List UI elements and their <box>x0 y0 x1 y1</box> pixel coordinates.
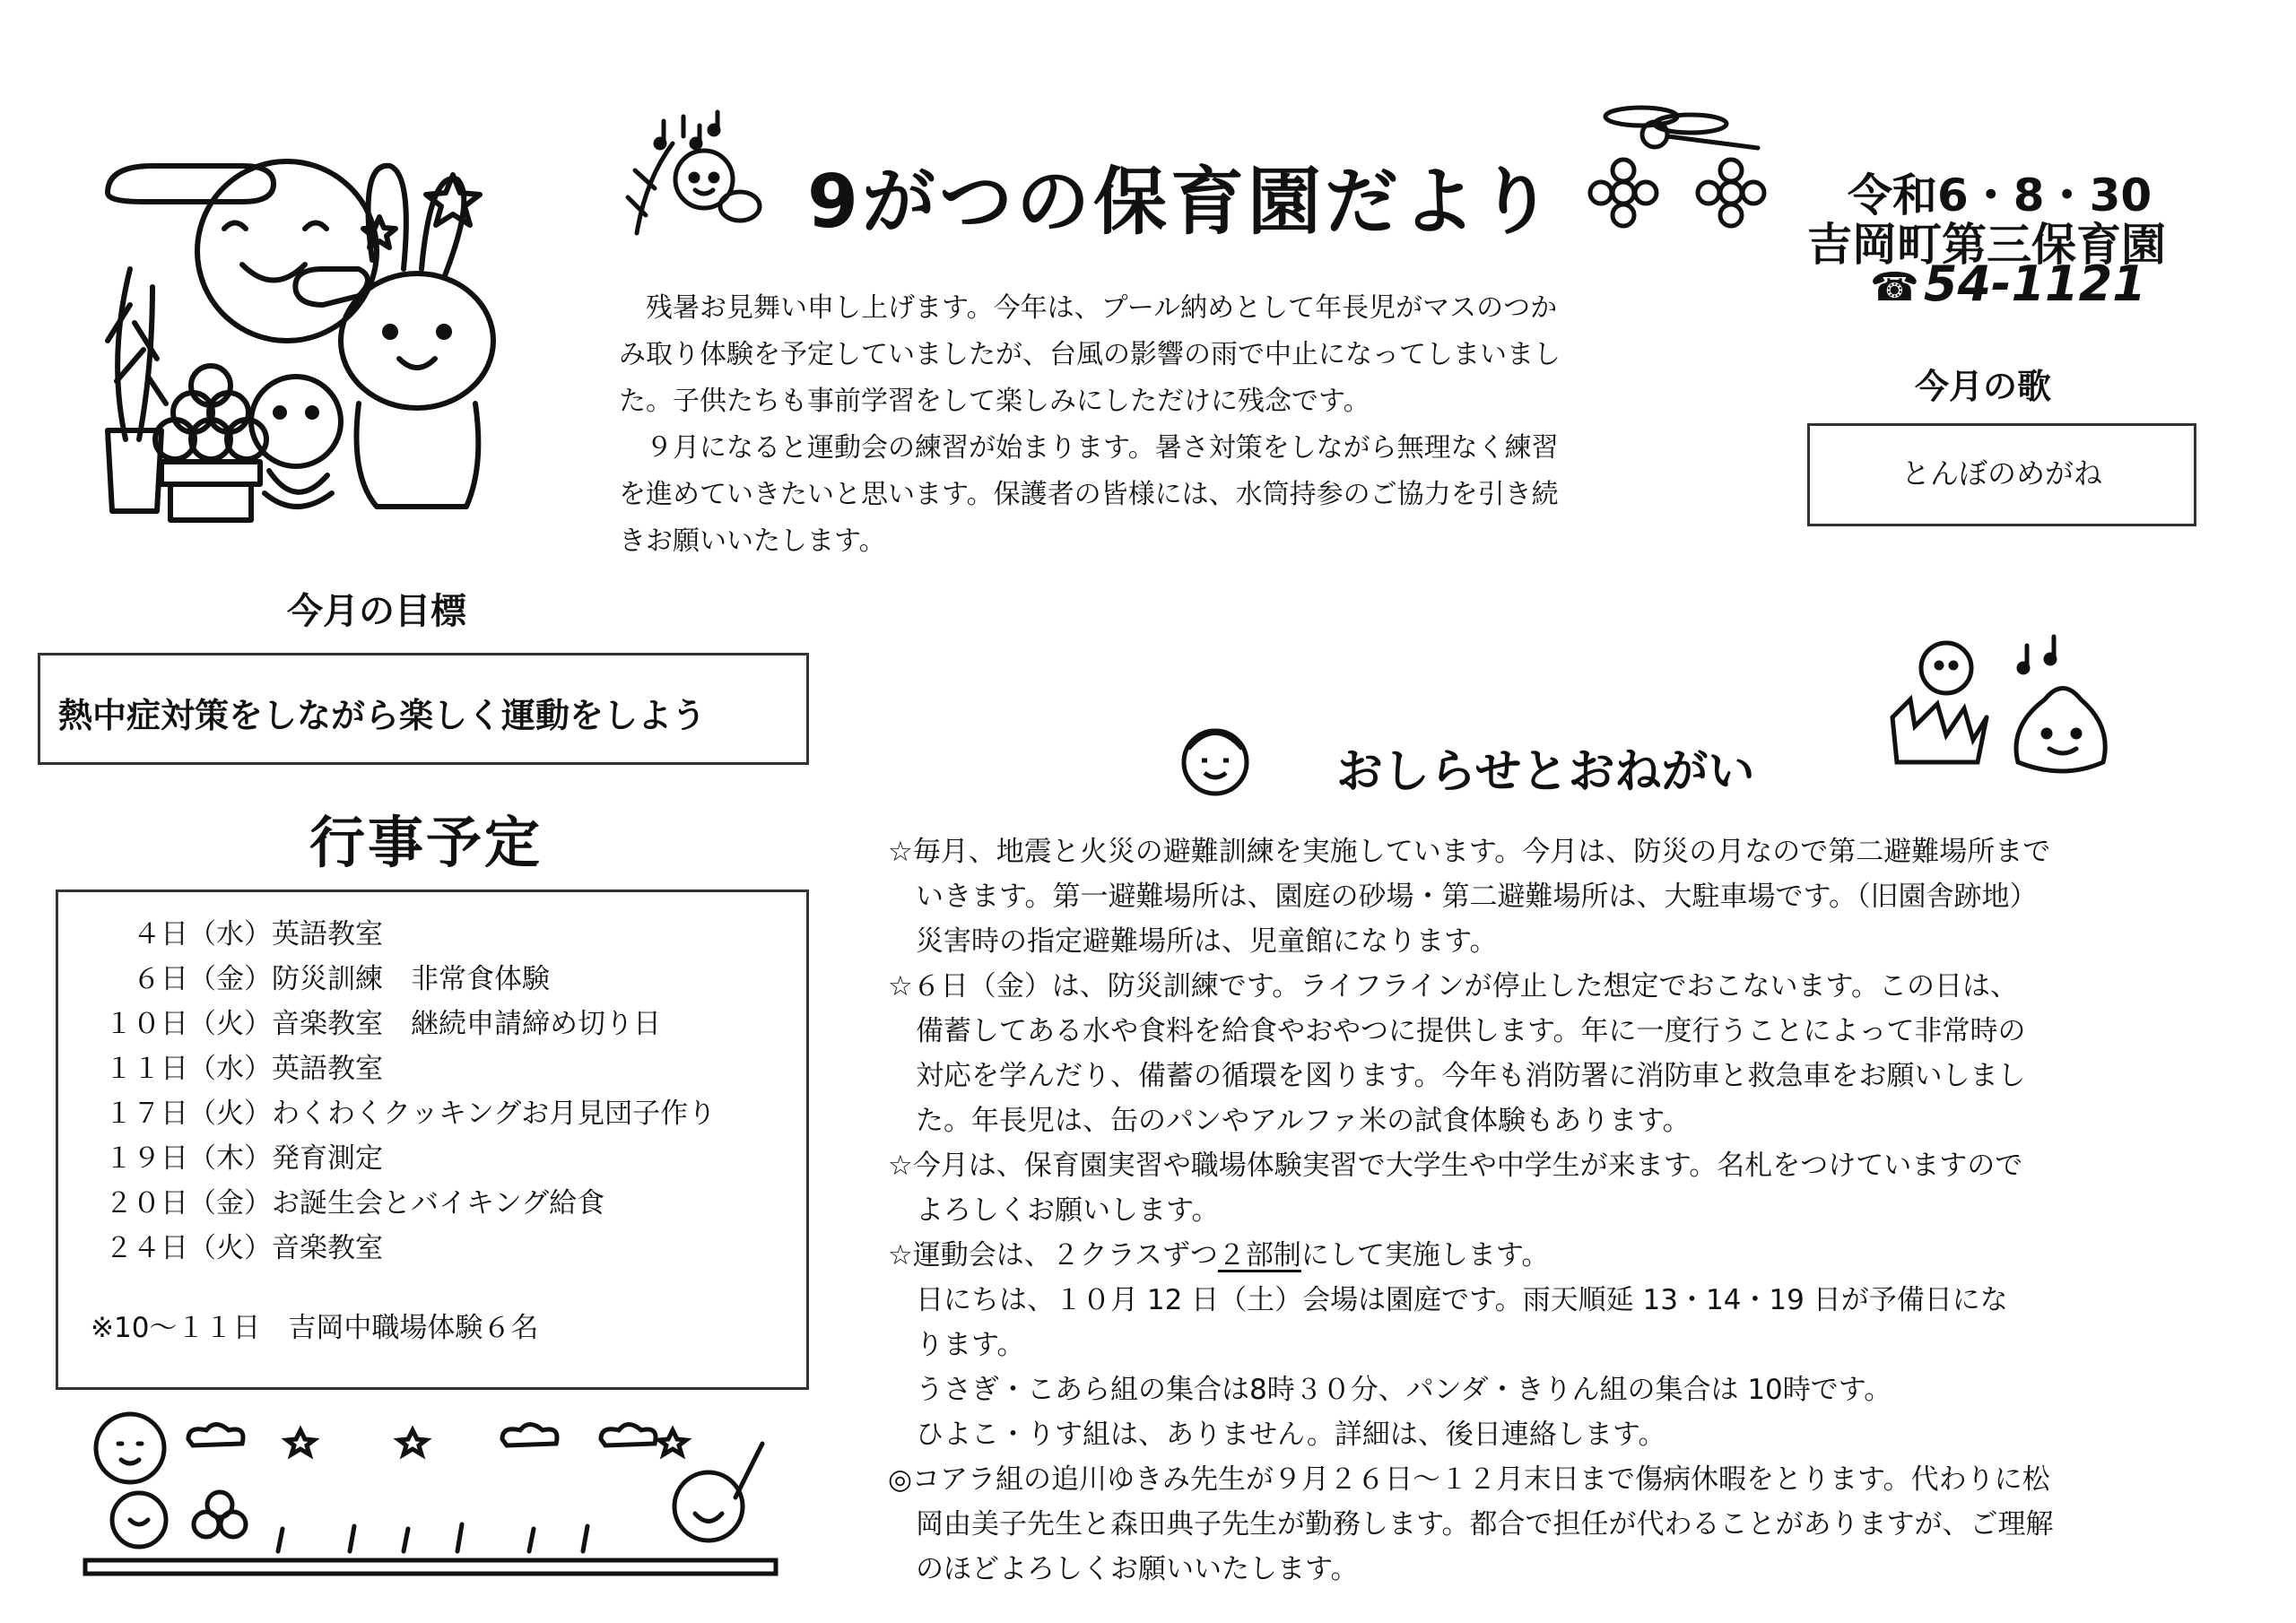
notice-line: ☆毎月、地震と火災の避難訓練を実施しています。今月は、防災の月なので第二避難場所まで <box>888 836 2051 868</box>
notice-line: 岡由美子先生と森田典子先生が勤務します。都合で担任が代わることがありますが、ご理解 <box>888 1508 2054 1541</box>
goal-text: 熱中症対策をしながら楽しく運動をしよう <box>58 696 707 735</box>
notice-line: 災害時の指定避難場所は、児童館になります。 <box>888 925 1498 958</box>
intro-line: み取り体験を予定していましたが、台風の影響の雨で中止になってしまいまし <box>619 339 1561 370</box>
bottom-left-illustration <box>81 1408 780 1587</box>
sports-day-line <box>888 1233 2054 1278</box>
notice-line: た。年長児は、缶のパンやアルファ米の試食体験もあります。 <box>888 1105 1691 1137</box>
schedule-item: ２０日（金）お誕生会とバイキング給食 <box>105 1187 605 1219</box>
phone-row <box>1870 256 2146 312</box>
dragonfly-flowers-illustration <box>1578 99 1776 233</box>
schedule-item: ２４日（火）音楽教室 <box>105 1232 383 1264</box>
schedule-item: ６日（金）防災訓練 非常食体験 <box>105 963 550 995</box>
schedule-box <box>56 890 809 1390</box>
schedule-item: １１日（水）英語教室 <box>105 1053 383 1085</box>
notice-line: 備蓄してある水や食料を給食やおやつに提供します。年に一度行うことによって非常時の <box>888 1015 2026 1047</box>
goal-heading: 今月の目標 <box>287 591 466 632</box>
smiling-face-icon <box>1175 717 1256 798</box>
notice-line: よろしくお願いします。 <box>888 1194 1220 1227</box>
schedule-heading: 行事予定 <box>309 810 544 875</box>
moon-viewing-illustration <box>90 135 502 538</box>
phone-icon: ☎ <box>1870 265 1919 310</box>
notice-line: 対応を学んだり、備蓄の循環を図ります。今年も消防署に消防車と救急車をお願いしまし <box>888 1060 2026 1092</box>
newsletter-title: 9がつの保育園だより <box>807 160 1557 245</box>
intro-paragraph <box>619 285 1561 565</box>
notices-heading: おしらせとおねがい <box>1336 745 1755 799</box>
issue-date: 令和6・8・30 <box>1848 169 2152 221</box>
sports-text-post: にして実施します。 <box>1300 1239 1550 1271</box>
schedule-note: ※10～１１日 吉岡中職場体験６名 <box>91 1312 539 1344</box>
school-name: 吉岡町第三保育園 <box>1807 219 2166 271</box>
notice-line: のほどよろしくお願いいたします。 <box>888 1553 1359 1585</box>
phone-number: 54-1121 <box>1923 256 2146 312</box>
chestnut-music-illustration <box>1874 628 2126 780</box>
notice-line: ☆６日（金）は、防災訓練です。ライフラインが停止した想定でおこないます。この日は、 <box>888 970 2019 1002</box>
notices-body <box>888 829 2054 1592</box>
song-heading: 今月の歌 <box>1915 367 2052 406</box>
schedule-item: １０日（火）音楽教室 継続申請締め切り日 <box>105 1008 661 1040</box>
intro-line: 残暑お見舞い申し上げます。今年は、プール納めとして年長児がマスのつか <box>619 292 1558 324</box>
notice-line: 日にちは、１０月 12 日（土）会場は園庭です。雨天順延 13・14・19 日が予備日にな <box>888 1284 2008 1316</box>
intro-line: た。子供たちも事前学習をして楽しみにしただけに残念です。 <box>619 386 1370 417</box>
bee-music-illustration <box>619 108 771 242</box>
schedule-item: ４日（水）英語教室 <box>105 918 383 950</box>
song-box <box>1807 423 2196 526</box>
schedule-item: １７日（火）わくわくクッキングお月見団子作り <box>105 1098 717 1130</box>
intro-line: きお願いいたします。 <box>619 525 886 557</box>
notice-line: いきます。第一避難場所は、園庭の砂場・第二避難場所は、大駐車場です。（旧園舎跡地） <box>888 881 2038 913</box>
sports-text-underlined: ２部制 <box>1217 1239 1301 1271</box>
notice-line: ります。 <box>888 1329 1025 1361</box>
notice-line: ◎コアラ組の追川ゆきみ先生が９月２６日～１２月末日まで傷病休暇をとります。代わりに松 <box>888 1463 2050 1496</box>
schedule-item: １９日（木）発育測定 <box>105 1142 383 1175</box>
song-title: とんぼのめがね <box>1900 456 2102 490</box>
intro-line: を進めていきたいと思います。保護者の皆様には、水筒持参のご協力を引き続 <box>619 479 1559 510</box>
goal-box <box>38 653 809 765</box>
notice-line: ひよこ・りす組は、ありません。詳細は、後日連絡します。 <box>888 1419 1666 1451</box>
intro-line: ９月になると運動会の練習が始まります。暑さ対策をしながら無理なく練習 <box>619 432 1559 464</box>
sports-text-pre: ☆運動会は、２クラスずつ <box>888 1239 1218 1271</box>
notice-line: ☆今月は、保育園実習や職場体験実習で大学生や中学生が来ます。名札をつけていますので <box>888 1150 2023 1182</box>
notice-line: うさぎ・こあら組の集合は8時３０分、パンダ・きりん組の集合は 10時です。 <box>888 1374 1892 1406</box>
